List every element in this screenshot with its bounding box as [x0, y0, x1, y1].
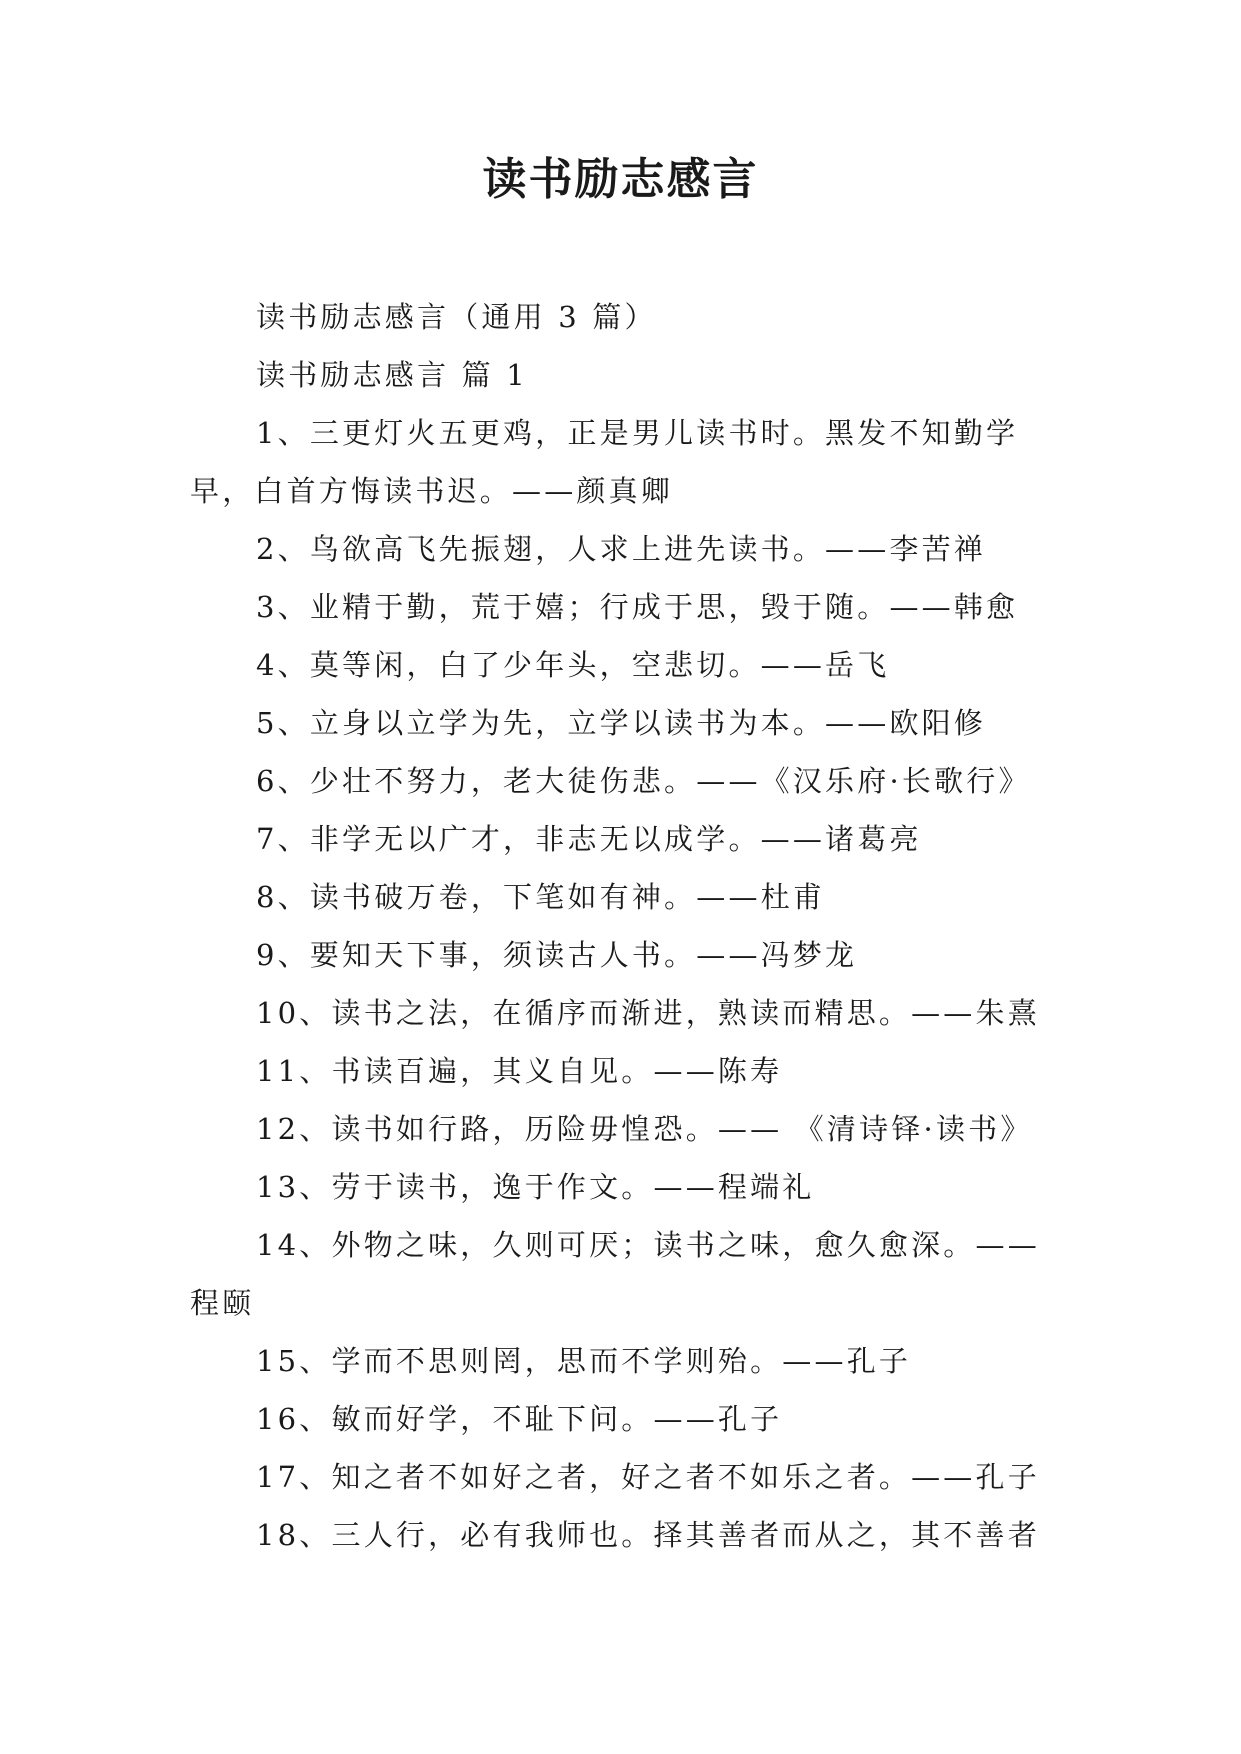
quote-item: 4、莫等闲，白了少年头，空悲切。——岳飞: [256, 648, 890, 682]
quote-item: 10、读书之法，在循序而渐进，熟读而精思。——朱熹: [256, 996, 1040, 1030]
quote-item: 9、要知天下事，须读古人书。——冯梦龙: [256, 938, 858, 972]
quote-item: 13、劳于读书，逸于作文。——程端礼: [256, 1170, 815, 1204]
quote-item: 8、读书破万卷，下笔如有神。——杜甫: [256, 880, 826, 914]
quote-item: 17、知之者不如好之者，好之者不如乐之者。——孔子: [256, 1460, 1040, 1494]
quote-item: 15、学而不思则罔，思而不学则殆。——孔子: [256, 1344, 912, 1378]
quote-item: 6、少壮不努力，老大徒伤悲。——《汉乐府·长歌行》: [256, 764, 1031, 798]
document-title: 读书励志感言: [482, 154, 759, 205]
quote-item: 16、敏而好学，不耻下问。——孔子: [256, 1402, 783, 1436]
quote-item: 11、书读百遍，其义自见。——陈寿: [256, 1054, 783, 1088]
quote-item: 18、三人行，必有我师也。择其善者而从之，其不善者: [256, 1518, 1040, 1552]
section-heading: 读书励志感言 篇 1: [256, 358, 528, 392]
document-body: [190, 288, 1052, 1564]
quote-item: 3、业精于勤，荒于嬉；行成于思，毁于随。——韩愈: [256, 590, 1019, 624]
document-subtitle: 读书励志感言（通用 3 篇）: [256, 300, 657, 334]
quote-item: 14、外物之味，久则可厌；读书之味，愈久愈深。——程颐: [190, 1228, 1040, 1320]
quote-item: 2、鸟欲高飞先振翅，人求上进先读书。——李苦禅: [256, 532, 987, 566]
quote-item: 1、三更灯火五更鸡，正是男儿读书时。黑发不知勤学早，白首方悔读书迟。——颜真卿: [190, 416, 1019, 508]
quote-item: 12、读书如行路，历险毋惶恐。—— 《清诗铎·读书》: [256, 1112, 1033, 1146]
quote-item: 5、立身以立学为先，立学以读书为本。——欧阳修: [256, 706, 987, 740]
quote-item: 7、非学无以广才，非志无以成学。——诸葛亮: [256, 822, 922, 856]
